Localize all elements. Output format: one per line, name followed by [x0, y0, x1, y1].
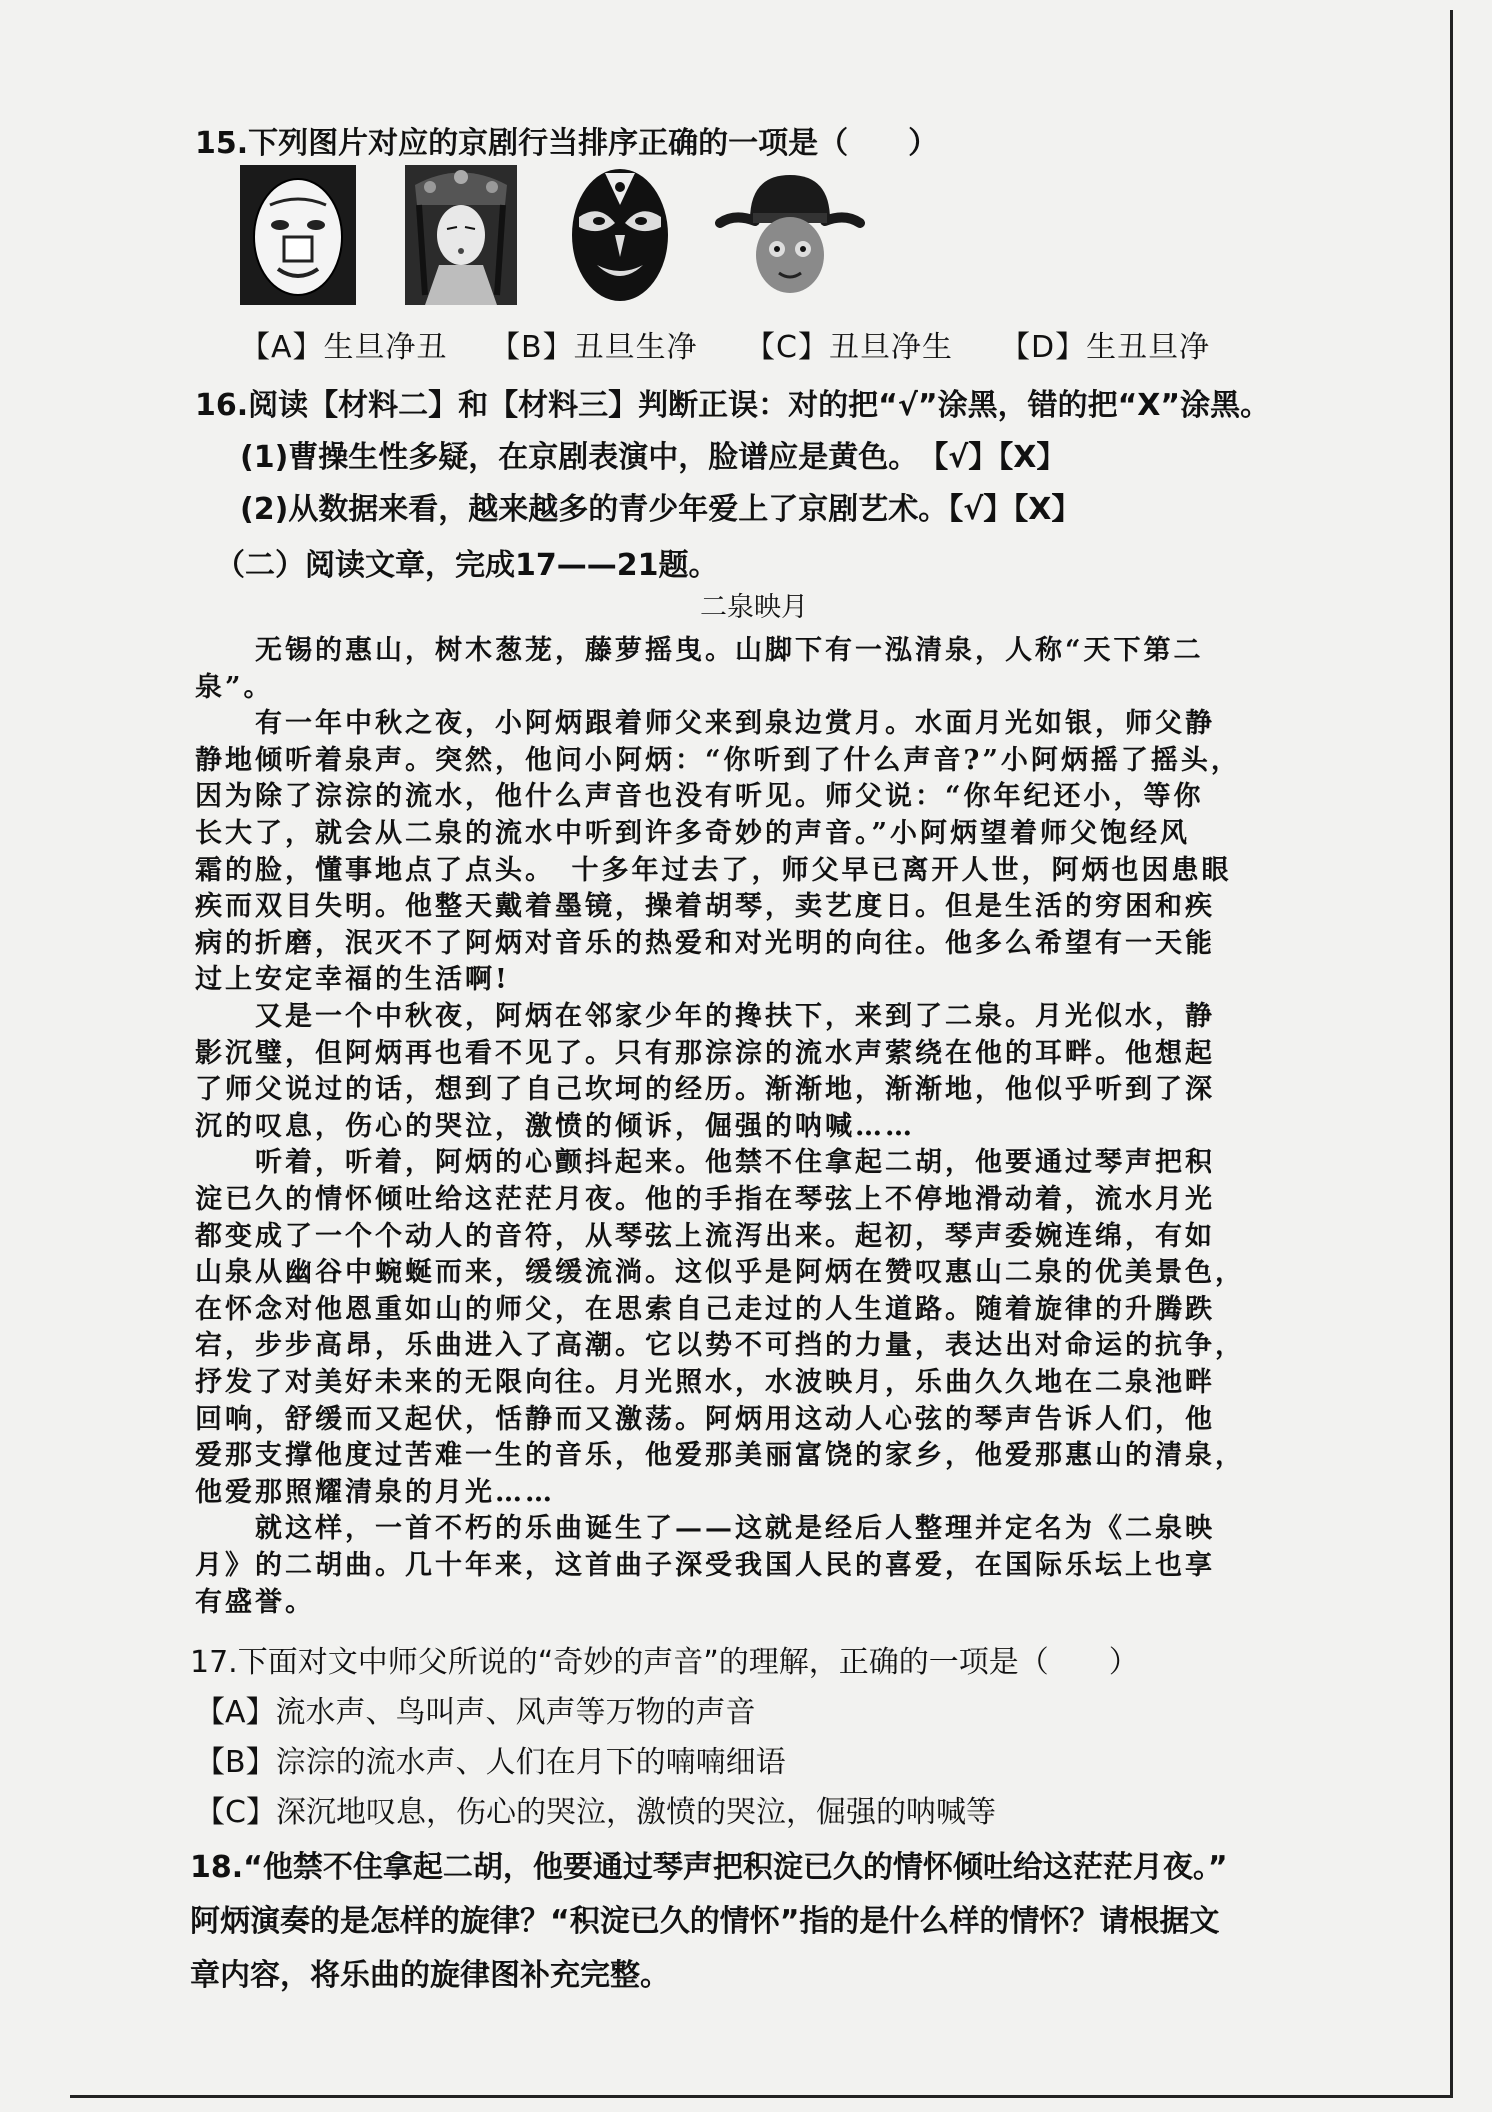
article-line: 沉的叹息，伤心的哭泣，激愤的倾诉，倔强的呐喊…… [195, 1110, 915, 1142]
article-line: 淀已久的情怀倾吐给这茫茫月夜。他的手指在琴弦上不停地滑动着，流水月光 [195, 1184, 1215, 1215]
q15-option-c[interactable]: 【C】丑旦净生 [745, 330, 953, 365]
article-line: 影沉璧，但阿炳再也看不见了。只有那淙淙的流水声萦绕在他的耳畔。他想起 [195, 1037, 1215, 1069]
dan-actress-image [405, 165, 517, 305]
article-line: 静地倾听着泉声。突然，他问小阿炳：“你听到了什么声音?”小阿炳摇了摇头， [195, 744, 1241, 776]
article-line: 宕，步步高昂，乐曲进入了高潮。它以势不可挡的力量，表达出对命运的抗争， [195, 1330, 1245, 1362]
q18-line-2: 阿炳演奏的是怎样的旋律？“积淀已久的情怀”指的是什么样的情怀？请根据文 [190, 1904, 1220, 1939]
article-line: 霜的脸，懂事地点了点头。 十多年过去了，师父早已离开人世，阿炳也因患眼 [195, 854, 1232, 886]
article-line: 泉”。 [195, 671, 274, 703]
q17-stem: 17.下面对文中师父所说的“奇妙的声音”的理解，正确的一项是（ ） [190, 1645, 1139, 1680]
article-line: 过上安定幸福的生活啊! [195, 964, 510, 996]
article-line: 无锡的惠山，树木葱茏，藤萝摇曳。山脚下有一泓清泉，人称“天下第二 [195, 635, 1204, 666]
article-line: 抒发了对美好未来的无限向往。月光照水，水波映月，乐曲久久地在二泉池畔 [195, 1367, 1215, 1398]
q17-option-b[interactable]: 【B】淙淙的流水声、人们在月下的喃喃细语 [195, 1745, 786, 1780]
clown-mask-icon [240, 165, 356, 305]
article-line: 月》的二胡曲。几十年来，这首曲子深受我国人民的喜爱，在国际乐坛上也享 [195, 1550, 1215, 1581]
q16-item-1[interactable]: (1)曹操生性多疑，在京剧表演中，脸谱应是黄色。 【√】【X】 [240, 440, 1067, 475]
article-line: 有一年中秋之夜，小阿炳跟着师父来到泉边赏月。水面月光如银，师父静 [195, 708, 1215, 740]
article-line: 山泉从幽谷中蜿蜒而来，缓缓流淌。这似乎是阿炳在赞叹惠山二泉的优美景色， [195, 1257, 1245, 1289]
q18-line-3: 章内容，将乐曲的旋律图补充完整。 [190, 1958, 670, 1993]
article-line: 因为除了淙淙的流水，他什么声音也没有听见。师父说：“你年纪还小，等你 [195, 781, 1204, 813]
q16-item-2[interactable]: (2)从数据来看，越来越多的青少年爱上了京剧艺术。【√】【X】 [240, 492, 1082, 527]
q18-line-1: 18.“他禁不住拿起二胡，他要通过琴声把积淀已久的情怀倾吐给这茫茫月夜。” [190, 1850, 1228, 1885]
painted-face-mask-icon [565, 165, 675, 305]
section-heading: （二）阅读文章，完成17——21题。 [215, 548, 719, 583]
article-line: 爱那支撑他度过苦难一生的音乐，他爱那美丽富饶的家乡，他爱那惠山的清泉， [195, 1440, 1245, 1472]
q17-option-a[interactable]: 【A】流水声、鸟叫声、风声等万物的声音 [195, 1695, 756, 1730]
article-line: 在怀念对他恩重如山的师父，在思索自己走过的人生道路。随着旋律的升腾跌 [195, 1293, 1215, 1325]
article-line: 回响，舒缓而又起伏，恬静而又激荡。阿炳用这动人心弦的琴声告诉人们，他 [195, 1403, 1215, 1435]
article-line: 都变成了一个个动人的音符，从琴弦上流泻出来。起初，琴声委婉连绵，有如 [195, 1220, 1215, 1252]
article-line: 病的折磨，泯灭不了阿炳对音乐的热爱和对光明的向往。他多么希望有一天能 [195, 927, 1215, 959]
q15-stem: 15.下列图片对应的京剧行当排序正确的一项是（ ） [195, 126, 939, 161]
q17-option-c[interactable]: 【C】深沉地叹息，伤心的哭泣，激愤的哭泣，倔强的呐喊等 [195, 1795, 996, 1830]
article-line: 疾而双目失明。他整天戴着墨镜，操着胡琴，卖艺度日。但是生活的穷困和疾 [195, 891, 1215, 923]
official-hat-figure-icon [715, 165, 865, 305]
article-line: 就这样，一首不朽的乐曲诞生了——这就是经后人整理并定名为《二泉映 [195, 1513, 1215, 1545]
q15-option-b[interactable]: 【B】丑旦生净 [490, 330, 698, 365]
article-line: 长大了，就会从二泉的流水中听到许多奇妙的声音。”小阿炳望着师父饱经风 [195, 818, 1191, 849]
article-line: 他爱那照耀清泉的月光…… [195, 1476, 555, 1508]
q15-option-d[interactable]: 【D】生丑旦净 [1000, 330, 1211, 365]
article-title: 二泉映月 [700, 592, 808, 623]
article-line: 又是一个中秋夜，阿炳在邻家少年的搀扶下，来到了二泉。月光似水，静 [195, 1001, 1215, 1032]
article-line: 有盛誉。 [195, 1586, 315, 1618]
opera-image-row [240, 165, 900, 305]
q15-option-a[interactable]: 【A】生旦净丑 [240, 330, 448, 365]
q16-stem: 16.阅读【材料二】和【材料三】判断正误：对的把“√”涂黑，错的把“X”涂黑。 [195, 388, 1271, 423]
article-line: 了师父说过的话，想到了自己坎坷的经历。渐渐地，渐渐地，他似乎听到了深 [195, 1074, 1215, 1106]
article-line: 听着，听着，阿炳的心颤抖起来。他禁不住拿起二胡，他要通过琴声把积 [195, 1147, 1215, 1179]
